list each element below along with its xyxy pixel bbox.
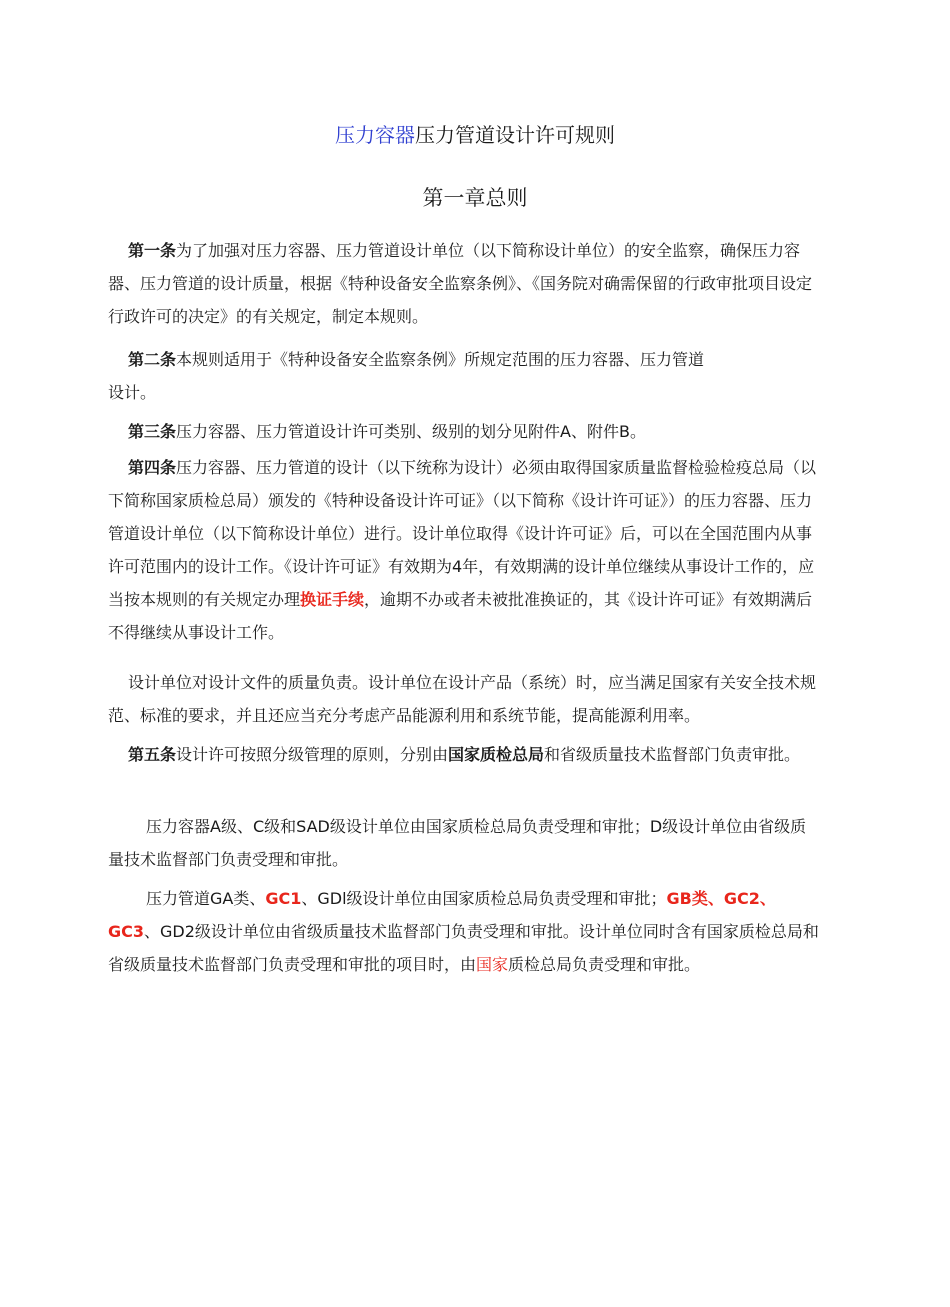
red-word-guojia: 国家 — [476, 955, 509, 974]
red-code-gb-gc2-gc3: GB类、GC2、GC3 — [108, 889, 776, 941]
article-2-text: 本规则适用于《特种设备安全监察条例》所规定范围的压力容器、压力管道 — [176, 350, 705, 369]
article-4-text-2: ，逾期不办或者未被批准换证的，其《设计许可证》有效期满后不得继续从事设计工作。 — [108, 590, 813, 642]
document-title — [0, 122, 950, 148]
article-2-tail: 设计。 — [108, 383, 157, 402]
paragraph-text-4: 质检总局负责受理和审批。 — [508, 955, 701, 974]
paragraph-text: 压力容器A级、C级和SAD级设计单位由国家质检总局负责受理和审批；D级设计单位由省级质量技术监督部门负责受理和审批。 — [108, 817, 807, 869]
article-5-text-2: 和省级质量技术监督部门负责审批。 — [544, 745, 801, 764]
article-1-text: 为了加强对压力容器、压力管道设计单位（以下简称设计单位）的安全监察，确保压力容器、压力管道的设计质量，根据《特种设备安全监察条例》、《国务院对确需保留的行政审批项目设定行政许可的决定》的有关规定，制定本规则。 — [108, 241, 813, 326]
article-5-paragraph-3 — [108, 882, 820, 981]
paragraph-text: 设计单位对设计文件的质量负责。设计单位在设计产品（系统）时，应当满足国家有关安全技术规范、标准的要求，并且还应当充分考虑产品能源利用和系统节能，提高能源利用率。 — [108, 673, 817, 725]
article-5-paragraph-2 — [108, 810, 820, 876]
article-4-text-1: 压力容器、压力管道的设计（以下统称为设计）必须由取得国家质量监督检验检疫总局（以下简称国家质检总局）颁发的《特种设备设计许可证》（以下简称《设计许可证》）的压力容器、压力管道设计单位（以下简称设计单位）进行。设计单位取得《设计许可证》后，可以在全国范围内从事许可范围内的设计工作。《设计许可证》有效期为4年，有效期满的设计单位继续从事设计工作的，应当按本规则的有关规定办理 — [108, 458, 817, 609]
article-4-heading: 第四条 — [128, 458, 177, 477]
article-1-heading: 第一条 — [128, 241, 177, 260]
title-text: 压力管道设计许可规则 — [415, 123, 615, 147]
article-5-heading: 第五条 — [128, 745, 177, 764]
article-2 — [108, 343, 798, 409]
paragraph-text-2: 、GDl级设计单位由国家质检总局负责受理和审批； — [301, 889, 667, 908]
article-3-heading: 第三条 — [128, 422, 177, 441]
article-4-paragraph-2 — [108, 666, 820, 732]
article-4 — [108, 451, 820, 649]
red-code-gc1: GC1 — [265, 889, 302, 908]
chapter-heading: 第一章总则 — [422, 186, 528, 210]
article-5 — [108, 738, 820, 771]
paragraph-text-3: 、GD2级设计单位由省级质量技术监督部门负责受理和审批。设计单位同时含有国家质检总局和省级质量技术监督部门负责受理和审批的项目时，由 — [108, 922, 819, 974]
paragraph-text-1: 压力管道GA类、 — [146, 889, 266, 908]
article-1 — [108, 234, 820, 333]
article-5-bold: 国家质检总局 — [448, 745, 545, 764]
article-3 — [108, 415, 820, 448]
title-highlight: 压力容器 — [335, 123, 415, 147]
article-5-text-1: 设计许可按照分级管理的原则，分别由 — [176, 745, 449, 764]
article-2-heading: 第二条 — [128, 350, 177, 369]
article-3-text: 压力容器、压力管道设计许可类别、级别的划分见附件A、附件B。 — [176, 422, 646, 441]
article-4-highlight: 换证手续 — [300, 590, 365, 609]
